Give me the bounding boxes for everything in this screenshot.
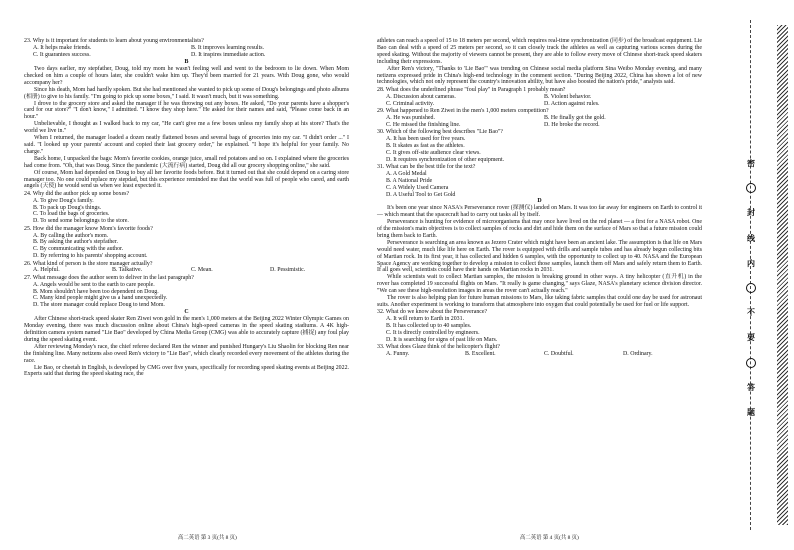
option: D. Pessimistic. xyxy=(270,267,306,274)
option: C. He missed the finishing line. xyxy=(386,121,461,128)
passage-d-paragraph: While scientists wait to collect Martian samples, the mission is breaking ground in other ways. A tiny helicopter (直升机) in the rover has completed 19 successful flights on Mars. "It really is game changing," says Glaze, NASA's planetary science division director. "We can see these high-resolution images in areas the rover can't actually reach." xyxy=(377,274,702,295)
seal-char: 题 xyxy=(747,407,755,417)
option: A. By calling the author's mom. xyxy=(33,232,109,239)
hatched-strip xyxy=(777,25,788,525)
seal-circle-icon xyxy=(746,183,756,193)
option: C. It guarantees success. xyxy=(33,52,91,59)
question-31: 31. What can be the best title for the text? xyxy=(377,163,476,170)
option: B. Violent behavior. xyxy=(544,93,592,100)
option: B. By asking the author's stepfather. xyxy=(33,239,118,246)
seal-char: 密 xyxy=(747,159,755,168)
question-23: 23. Why is it important for students to learn about young environmentalists? xyxy=(24,38,204,45)
option: C. Doubtful. xyxy=(544,351,574,358)
question-24: 24. Why did the author pick up some boxes? xyxy=(24,190,130,197)
option: A. Discussion about cameras. xyxy=(386,93,456,100)
option: C. It gives off-site audience clear views. xyxy=(386,149,481,156)
question-28: 28. What does the underlined phrase "foul play" in Paragraph 1 probably mean? xyxy=(377,86,566,93)
left-page xyxy=(24,38,349,378)
option: D. It requires synchronization of other equipment. xyxy=(386,156,505,163)
option: B. He finally got the gold. xyxy=(544,114,606,121)
section-b-heading: B xyxy=(184,59,189,66)
left-page-footer: 高二英语 第 3 页(共 8 页) xyxy=(178,535,237,541)
passage-c-paragraph: Lie Bao, or cheetah in English, is developed by CMG over five years, specifically for recording speed skating events at Beijing 2022. Experts said that during the speed skating race, the xyxy=(24,364,349,378)
question-28-options xyxy=(377,94,702,108)
passage-b-paragraph: Since his death, Mom had hardly spoken. But she had mentioned she wanted to pick up some of Doug's belongings and photo albums (相册) to give to his family. "I'm going to pick up some boxes," I said. It wasn't much, but it was something. xyxy=(24,86,349,100)
question-33-options xyxy=(377,351,702,358)
option: C. A Widely Used Camera xyxy=(386,184,449,191)
option: C. Many kind people might give us a hand unexpectedly. xyxy=(33,295,168,302)
section-c-heading: C xyxy=(184,309,189,316)
option: D. It inspires immediate action. xyxy=(191,52,266,59)
passage-d-paragraph: It's been one year since NASA's Perseverance rover (探测仪) landed on Mars. It was too far away for engineers on Earth to control it — which meant that the spacecraft had to carry out tasks all by itself. xyxy=(377,205,702,219)
question-23-options xyxy=(24,45,349,59)
seal-char: 线 xyxy=(747,233,755,243)
option: C. It is directly controlled by engineers. xyxy=(386,330,480,337)
passage-b-paragraph: I drove to the grocery store and asked the manager if he was throwing out any boxes. He asked, "Do your parents have a shopper's card for our store?" "I don't know," I admitted. "I know they shop here." He asked for their names and said, "Please come back in an hour." xyxy=(24,100,349,121)
right-page-footer: 高二英语 第 4 页(共 8 页) xyxy=(520,535,579,541)
passage-c-paragraph: After Ren's victory, "Thanks to 'Lie Bao'" was trending on Chinese social media platform Sina Weibo Monday evening, and many netizens expressed pride in China's high-end technology in the comment section. "During Beijing 2022, China has shown a lot of new technologies, which not only represent the country's innovation ability, but have also boosted the nation's pride," analysts said. xyxy=(377,65,702,86)
option: B. It has collected up to 40 samples. xyxy=(386,323,472,330)
option: C. Criminal activity. xyxy=(386,100,435,107)
passage-d-paragraph: Perseverance is searching an area known as Jezero Crater which might have been an ancient lake. The assumption is that life on Mars would need water, much like life here on Earth. The rover is equipped with drills and sample tubes and has already begun collecting bits of Martian rock. In its first year, it has collected and hidden 6 samples, with the opportunity to collect up to 40. NASA and the European Space Agency are working together to develop a mission to collect those samples, launch them off Mars and safely return them to Earth. If all goes well, scientists could have their hands on Martian rocks in 2031. xyxy=(377,239,702,274)
seal-char: 封 xyxy=(747,208,755,218)
option: D. He broke the record. xyxy=(544,121,600,128)
question-32: 32. What do we know about the Perseverance? xyxy=(377,309,488,316)
option: A. It has been used for five years. xyxy=(386,135,466,142)
option: A. To give Doug's family. xyxy=(33,197,94,204)
option: B. To pack up Doug's things. xyxy=(33,204,102,211)
section-d-heading: D xyxy=(537,198,542,205)
option: B. A National Pride xyxy=(386,177,433,184)
passage-c-paragraph: After reviewing Monday's race, the chief referee declared Ren the winner and punished Hungary's Liu Shaolin for blocking Ren near the finishing line. Many netizens also owed Ren's victory to "Lie Bao", which clearly recorded every movement of the athletes during the race. xyxy=(24,343,349,364)
option: B. Excellent. xyxy=(465,351,496,358)
seal-line-notice xyxy=(742,158,760,418)
option: A. Angels would be sent to the earth to care people. xyxy=(33,281,155,288)
option: A. Funny. xyxy=(386,351,410,358)
option: B. Talkative. xyxy=(112,267,143,274)
passage-b-paragraph: Unbelievable, I thought as I walked back to my car, "He can't give me a few boxes unless my family shop at his store? That's the world we live in." xyxy=(24,121,349,135)
seal-char: 答 xyxy=(747,382,755,392)
passage-b-paragraph: Back home, I unpacked the bags: Mom's favorite cookies, orange juice, small red potatoes and so on. I explained where the groceries had come from. "Oh, that was Doug. Since the pandemic (大流行病) started, Doug did all our grocery shopping online," she said. xyxy=(24,155,349,169)
seal-char: 要 xyxy=(747,333,755,343)
passage-b-paragraph: Of course, Mom had depended on Doug to buy all her favorite foods before. But it turned out that she could depend on a caring store manager too. No one could replace my stepdad, but this experience reminded me that the world was full of people who cared, and earth angels (天使) he would send us when we least expected it. xyxy=(24,169,349,190)
option: A. It will return to Earth in 2031. xyxy=(386,316,465,323)
option: C. By communicating with the author. xyxy=(33,246,124,253)
question-29-options xyxy=(377,115,702,129)
seal-char: 内 xyxy=(747,258,755,268)
question-27: 27. What message does the author seem to deliver in the last paragraph? xyxy=(24,274,194,281)
option: A. Helpful. xyxy=(33,267,60,274)
passage-d-paragraph: Perseverance is hunting for evidence of microorganisms that may once have lived on the red planet — a first for a NASA robot. One of the mission's main objectives is to collect samples of rocks and dirt and hide them on the surface of Mars so that a future mission could bring them back to Earth. xyxy=(377,219,702,239)
question-26: 26. What kind of person is the store manager actually? xyxy=(24,260,153,267)
option: D. Ordinary. xyxy=(623,351,653,358)
option: C. To load the bags of groceries. xyxy=(33,211,110,218)
option: B. It improves learning results. xyxy=(191,45,264,52)
seal-circle-icon xyxy=(746,358,756,368)
passage-b-paragraph: Two days earlier, my stepfather, Doug, told my mom he wasn't feeling well and went to the bedroom to lie down. When Mom checked on him a couple of hours later, she couldn't wake him up. They'd been married for 21 years. With Doug gone, who would accompany her? xyxy=(24,66,349,86)
passage-b-paragraph: When I returned, the manager loaded a dozen neatly flattened boxes and several bags of groceries into my car. "I didn't order ..." I said. "I looked up your parents' account and copied their last grocery order," he explained. "I hope it's helpful for your family. No charge." xyxy=(24,135,349,155)
passage-d-paragraph: The rover is also helping plan for future human missions to Mars, like taking fabric samples that could one day be used for astronaut suits. Another experiment is working to transform that atmosphere into oxygen that could potentially be used for fuel or life support. xyxy=(377,295,702,308)
option: D. To send some belongings to the store. xyxy=(33,218,129,225)
option: D. It is searching for signs of past life on Mars. xyxy=(386,336,498,343)
question-29: 29. What happened to Ren Ziwei in the men's 1,000 meters competition? xyxy=(377,107,549,114)
option: A. A Gold Medal xyxy=(386,170,427,177)
option: D. Action against rules. xyxy=(544,100,600,107)
option: A. He was punished. xyxy=(386,114,435,121)
seal-char: 不 xyxy=(747,308,755,318)
option: B. It skates as fast as the athletes. xyxy=(386,142,465,149)
question-26-options xyxy=(24,267,349,274)
option: D. A Useful Tool to Get Gold xyxy=(386,191,456,198)
option: D. By referring to his parents' shopping account. xyxy=(33,253,148,260)
option: C. Mean. xyxy=(191,267,213,274)
passage-c-paragraph: athletes can reach a speed of 15 to 18 meters per second, which requires real-time synchronization (同步) of the broadcast equipment. Lie Bao can deal with a speed of 25 meters per second, so it can closely track the athletes as well as capturing various scenes during the speed skating. Without the majority of viewers cannot be present, they are able to follow every move of Chinese short-track speed skaters including their expressions. xyxy=(377,38,703,65)
question-30: 30. Which of the following best describes "Lie Bao"? xyxy=(377,128,503,135)
question-25: 25. How did the manager know Mom's favorite foods? xyxy=(24,225,153,232)
option: B. Mom shouldn't have been too dependent on Doug. xyxy=(33,288,159,295)
option: A. It helps make friends. xyxy=(33,45,92,52)
passage-c-paragraph: After Chinese short-track speed skater Ren Ziwei won gold in the men's 1,000 meters at the Beijing 2022 Winter Olympic Games on Monday evening, there was much discussion online about China's high-speed cameras in the speed skating stadiums. A 4K high-definition camera system named "Lie Bao" developed by China Media Group (CMG) was able to accurately capture (捕捉) any foul play during the speed skating event. xyxy=(24,316,349,343)
question-33: 33. What does Glaze think of the helicopter's flight? xyxy=(377,344,500,351)
seal-circle-icon xyxy=(746,283,756,293)
right-page xyxy=(377,38,702,358)
option: D. The store manager could replace Doug to tend Mom. xyxy=(33,302,165,309)
